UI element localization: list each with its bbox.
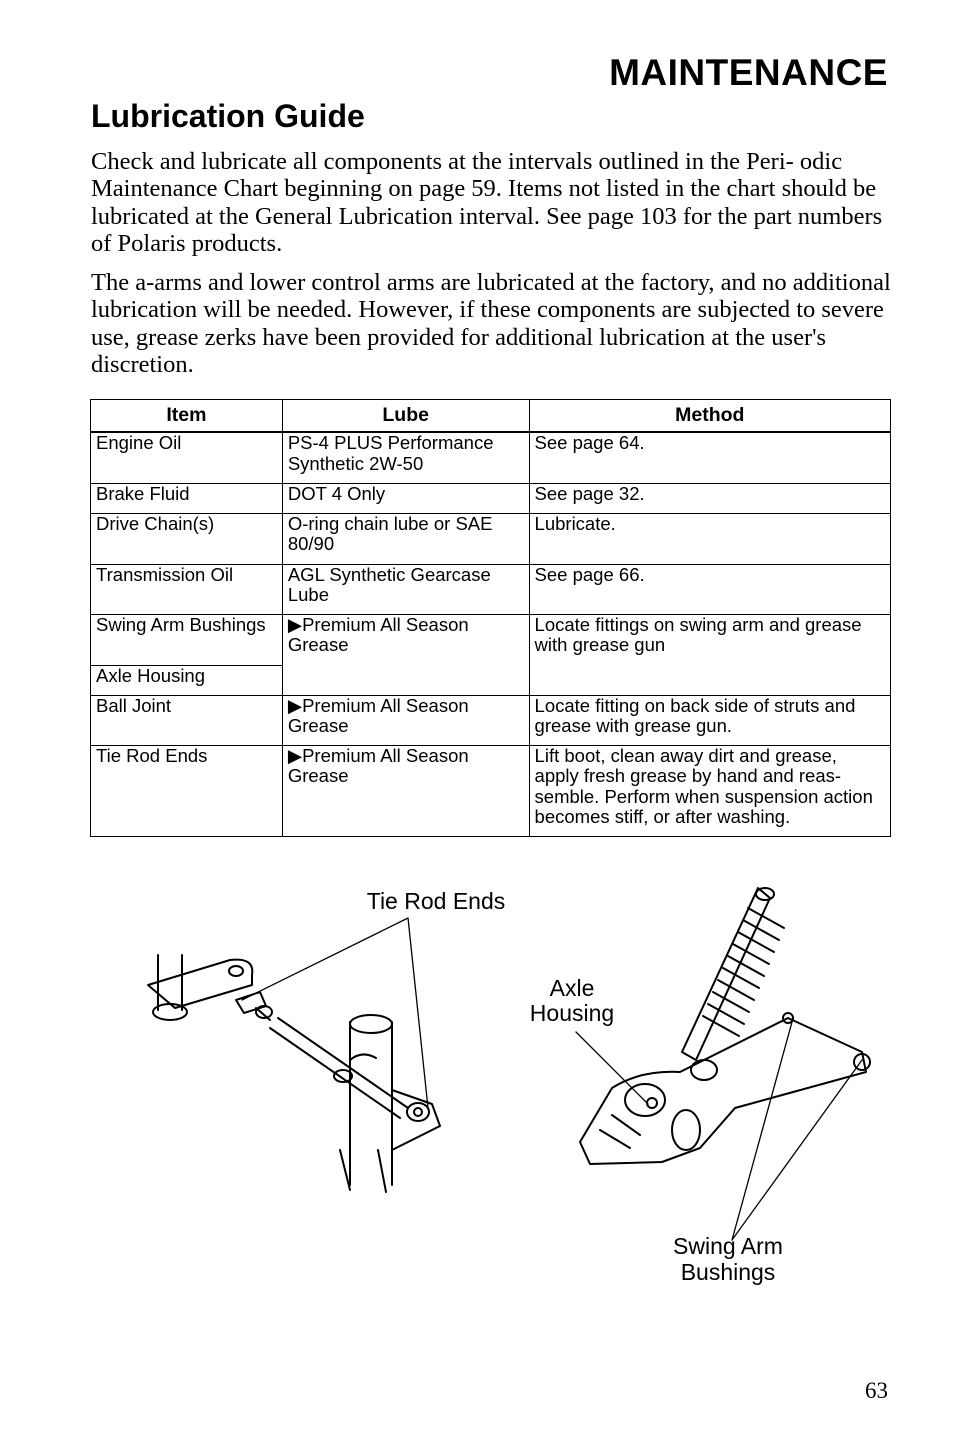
table-row (91, 432, 891, 483)
cell-lube: PS-4 PLUS Performance Synthetic 2W-50 (282, 432, 529, 483)
table-row (91, 695, 891, 745)
intro-paragraph: Check and lubricate all components at the intervals outlined in the Peri- odic Maintenance Chart beginning on page 59. Items not listed in the chart should be lubricated at the General Lubrication interval. See page 103 for the part numbers of Polaris products. (91, 148, 883, 257)
cell-item: Brake Fluid (91, 483, 283, 513)
cell-method: Locate fittings on swing arm and grease with grease gun (529, 614, 890, 695)
section-header: MAINTENANCE (609, 52, 888, 93)
table-row (91, 564, 891, 614)
cell-lube: DOT 4 Only (282, 483, 529, 513)
cell-method: Locate fitting on back side of struts and grease with grease gun. (529, 695, 890, 745)
page-number: 63 (865, 1378, 888, 1403)
axle-housing-label-line2: Housing (529, 1000, 615, 1026)
tie-rod-assembly-drawing (148, 955, 440, 1192)
table-row (91, 745, 891, 836)
cell-item: Engine Oil (91, 432, 283, 483)
cell-item: Transmission Oil (91, 564, 283, 614)
axle-housing-label-line1: Axle (549, 975, 595, 1001)
swing-arm-label-line2: Bushings (680, 1259, 776, 1285)
cell-method: Lubricate. (529, 513, 890, 564)
cell-method: See page 32. (529, 483, 890, 513)
cell-item: Tie Rod Ends (91, 745, 283, 836)
cell-method: See page 64. (529, 432, 890, 483)
cell-method: Lift boot, clean away dirt and grease, apply fresh grease by hand and reas- semble. Perform when suspension action becomes stiff, or after washing. (529, 745, 890, 836)
column-header-method: Method (529, 400, 890, 433)
table-row (91, 483, 891, 513)
cell-lube: O-ring chain lube or SAE 80/90 (282, 513, 529, 564)
cell-lube: ▶Premium All Season Grease (282, 695, 529, 745)
cell-item: Drive Chain(s) (91, 513, 283, 564)
column-header-lube: Lube (282, 400, 529, 433)
cell-lube: ▶Premium All Season Grease (282, 745, 529, 836)
cell-item: Ball Joint (91, 695, 283, 745)
cell-item: Swing Arm Bushings (91, 614, 283, 665)
cell-method: See page 66. (529, 564, 890, 614)
page-title: Lubrication Guide (91, 98, 365, 134)
cell-item: Axle Housing (91, 665, 283, 695)
lubrication-points-illustration (0, 860, 954, 1300)
table-row (91, 614, 891, 665)
table-header-row (91, 400, 891, 433)
swing-arm-label-line1: Swing Arm (673, 1233, 783, 1259)
column-header-item: Item (91, 400, 283, 433)
cell-lube: AGL Synthetic Gearcase Lube (282, 564, 529, 614)
lubrication-table (90, 399, 891, 837)
factory-lubrication-paragraph: The a-arms and lower control arms are lubricated at the factory, and no additional lubrication will be needed. However, if these components are subjected to severe use, grease zerks have been provided for additional lubrication at the user's discretion. (91, 269, 891, 378)
cell-lube: ▶Premium All Season Grease (282, 614, 529, 695)
swing-arm-drawing (580, 888, 870, 1164)
table-row (91, 513, 891, 564)
tie-rod-ends-label: Tie Rod Ends (366, 888, 506, 914)
